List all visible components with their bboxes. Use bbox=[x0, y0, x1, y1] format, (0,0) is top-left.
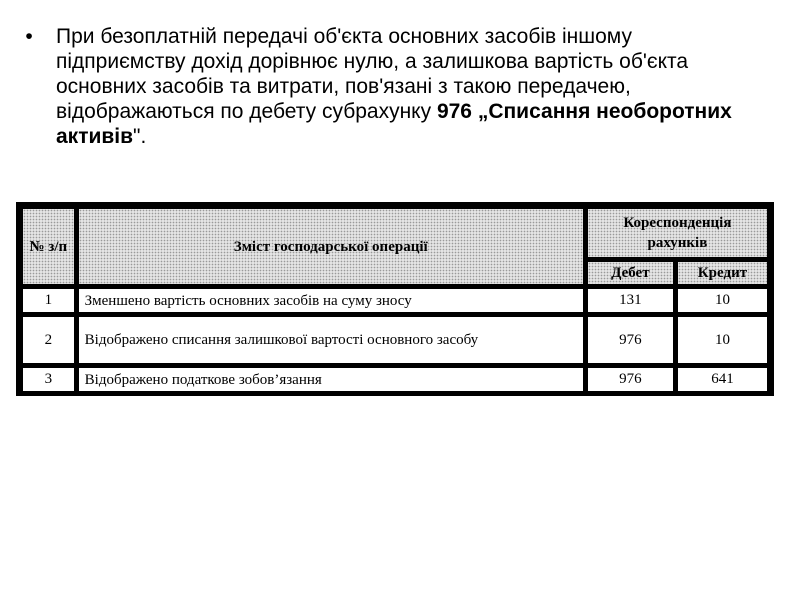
row-credit: 10 bbox=[677, 288, 768, 313]
row-credit: 641 bbox=[677, 367, 768, 392]
row-debit: 976 bbox=[587, 316, 674, 364]
row-description: Відображено податкове зобов’язання bbox=[78, 367, 584, 392]
table-row bbox=[22, 288, 768, 313]
row-num: 3 bbox=[22, 367, 75, 392]
paragraph-text-bold: 976 „Списання необоротних активів bbox=[56, 100, 732, 148]
bullet-marker: • bbox=[25, 25, 33, 48]
paragraph-text-plain: При безоплатній передачі об'єкта основних засобів іншому підприємству дохід дорівнює нулю, а залишкова вартість об'єкта основних засобів та витрати, пов'язані з такою передачею, відображаються по дебету субрахунку bbox=[56, 25, 689, 123]
operations-table-frame bbox=[16, 202, 774, 396]
row-description: Відображено списання залишкової вартості основного засобу bbox=[78, 316, 584, 364]
table-row bbox=[22, 316, 768, 364]
row-num: 2 bbox=[22, 316, 75, 364]
paragraph-text bbox=[56, 24, 762, 149]
table-row bbox=[22, 367, 768, 392]
header-debit: Дебет bbox=[587, 261, 674, 285]
bullet-paragraph bbox=[22, 24, 762, 149]
row-debit: 131 bbox=[587, 288, 674, 313]
row-num: 1 bbox=[22, 288, 75, 313]
header-correspondence: Кореспонденція рахунків bbox=[587, 208, 768, 258]
table-header-row bbox=[22, 208, 768, 258]
row-debit: 976 bbox=[587, 367, 674, 392]
row-credit: 10 bbox=[677, 316, 768, 364]
header-num: № з/п bbox=[22, 208, 75, 285]
header-description: Зміст господарської операції bbox=[78, 208, 584, 285]
row-description: Зменшено вартість основних засобів на суму зносу bbox=[78, 288, 584, 313]
operations-table bbox=[19, 205, 771, 395]
header-credit: Кредит bbox=[677, 261, 768, 285]
paragraph-text-end: ". bbox=[133, 125, 147, 148]
